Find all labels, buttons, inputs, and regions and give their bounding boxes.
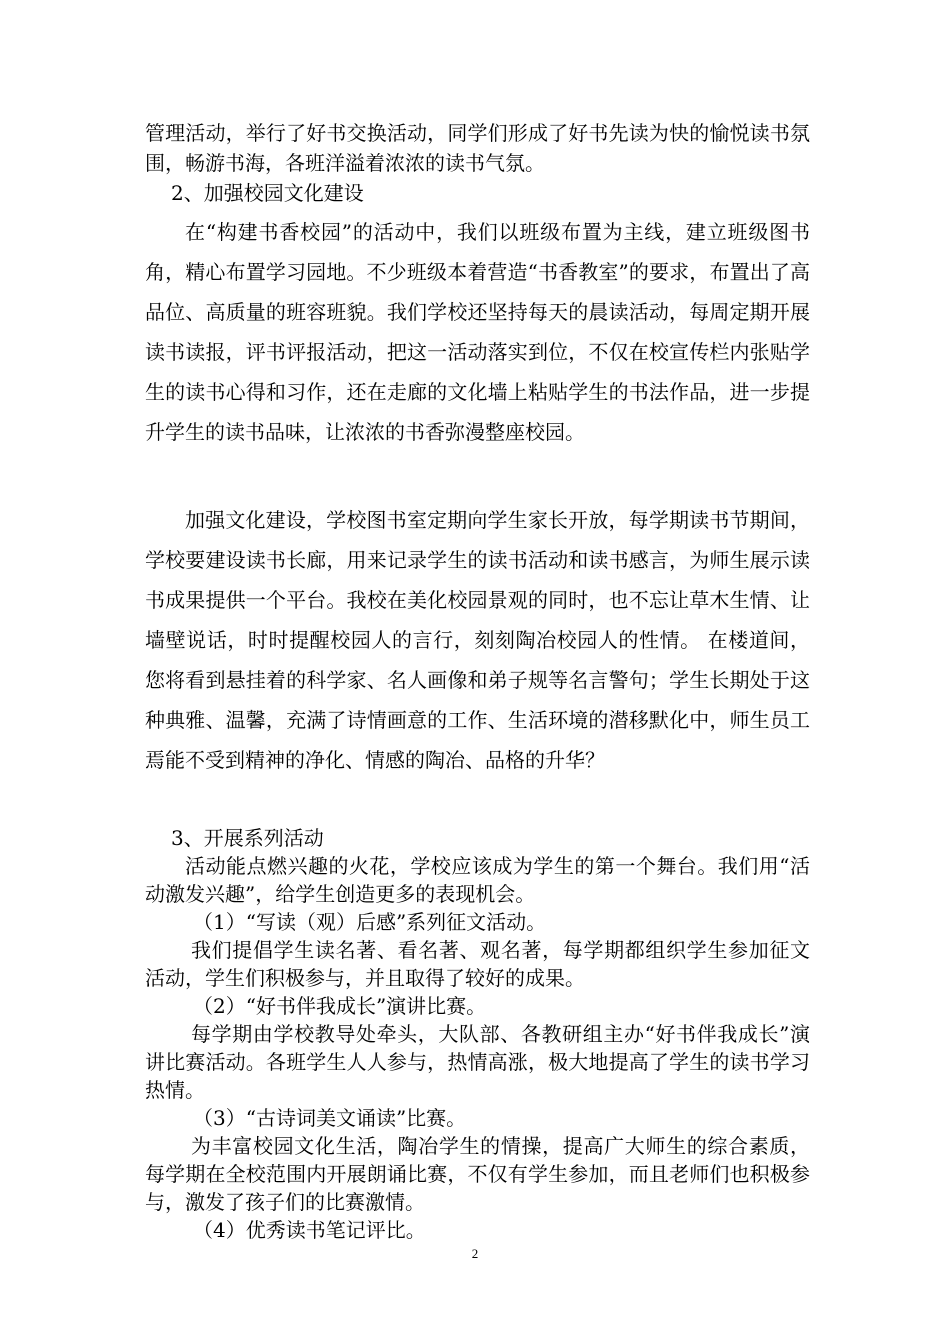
paragraph-culture-building: [145, 500, 810, 780]
paragraph-text: 活动能点燃兴趣的火花，学校应该成为学生的第一个舞台。我们用“活动激发兴趣”，给学生创造更多的表现机会。: [145, 854, 810, 906]
paragraph-text: 在“构建书香校园”的活动中，我们以班级布置为主线，建立班级图书角，精心布置学习园地。不少班级本着营造“书香教室”的要求，布置出了高品位、高质量的班容班貌。我们学校还坚持每天的晨读活动，每周定期开展读书读报，评书评报活动，把这一活动落实到位，不仅在校宣传栏内张贴学生的读书心得和习作，还在走廊的文化墙上粘贴学生的书法作品，进一步提升学生的读书品味，让浓浓的书香弥漫整座校园。: [145, 220, 810, 444]
continued-paragraph: 管理活动，举行了好书交换活动，同学们形成了好书先读为快的愉悦读书氛围，畅游书海，各班洋溢着浓浓的读书气氛。: [145, 121, 810, 175]
section-heading-3: 3、开展系列活动: [171, 826, 324, 850]
activities-section: [145, 824, 810, 1244]
paragraph-text: 加强文化建设，学校图书室定期向学生家长开放，每学期读书节期间，学校要建设读书长廊，用来记录学生的读书活动和读书感言，为师生展示读书成果提供一个平台。我校在美化校园景观的同时，也不忘让草木生情、让墙壁说话，时时提醒校园人的言行，刻刻陶冶校园人的性情。 在楼道间，您将看到悬挂着的科学家、名人画像和弟子规等名言警句；学生长期处于这种典雅、温馨，充满了诗情画意的工作、生活环境的潜移默化中，师生员工焉能不受到精神的净化、情感的陶冶、品格的升华？: [145, 508, 810, 772]
activity-item-body: 为丰富校园文化生活，陶冶学生的情操，提高广大师生的综合素质，每学期在全校范围内开展朗诵比赛，不仅有学生参加，而且老师们也积极参与，激发了孩子们的比赛激情。: [145, 1134, 810, 1214]
activity-item-body: 我们提倡学生读名著、看名著、观名著，每学期都组织学生参加征文活动，学生们积极参与，并且取得了较好的成果。: [145, 938, 810, 990]
section-heading-2: 2、加强校园文化建设: [171, 181, 364, 205]
paragraph-class-layout: [145, 212, 810, 452]
activity-item-title: （4）优秀读书笔记评比。: [193, 1218, 426, 1242]
activity-item-title: （3）“古诗词美文诵读”比赛。: [193, 1106, 467, 1130]
activity-item-body: 每学期由学校教导处牵头，大队部、各教研组主办“好书伴我成长”演讲比赛活动。各班学生人人参与，热情高涨，极大地提高了学生的读书学习热情。: [145, 1022, 810, 1102]
activity-item-title: （2）“好书伴我成长”演讲比赛。: [193, 994, 487, 1018]
page-number: 2: [471, 1246, 479, 1261]
top-section: [145, 118, 810, 208]
activity-item-title: （1）“写读（观）后感”系列征文活动。: [193, 910, 547, 934]
